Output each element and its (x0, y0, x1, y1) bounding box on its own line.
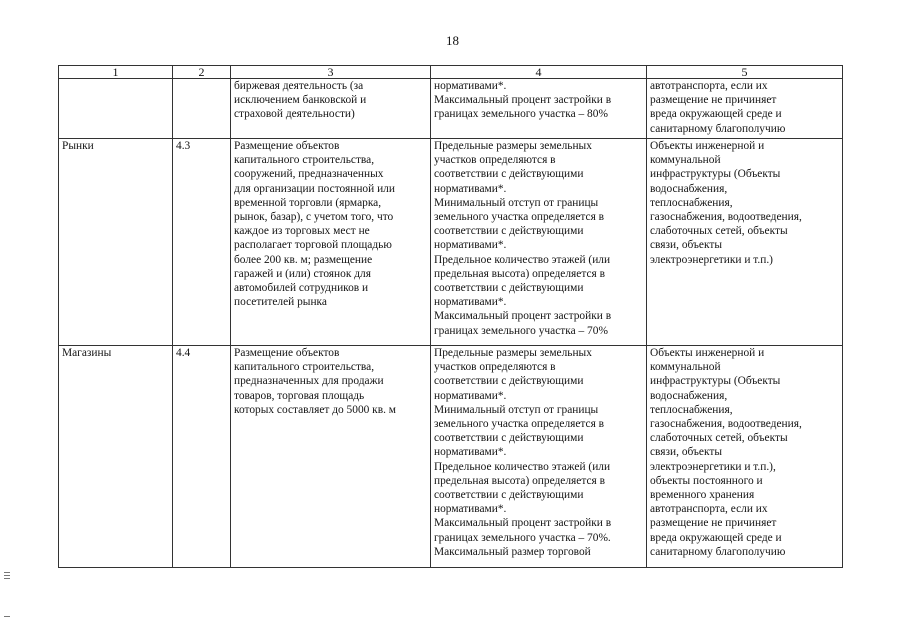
text-line: вреда окружающей среде и (650, 531, 782, 544)
text-line: капитального строительства, (234, 361, 375, 374)
text-line: коммунальной (650, 154, 721, 167)
text-line: Предельное количество этажей (или (434, 460, 611, 473)
use-code-cell: 4.4 (173, 346, 231, 568)
text-line: Максимальный размер торговой (434, 545, 591, 558)
text-line: инфраструктуры (Объекты (650, 375, 781, 388)
text-line: посетителей рынка (234, 296, 327, 309)
text-line: нормативами*. (434, 80, 507, 92)
text-line: для организации постоянной или (234, 182, 395, 195)
continuation-code-cell (173, 79, 231, 139)
scan-edge-mark (4, 578, 10, 579)
text-line: соответствии с действующими (434, 375, 584, 388)
text-line: более 200 кв. м; размещение (234, 253, 373, 266)
text-line: Максимальный процент застройки в (434, 517, 612, 530)
use-auxiliary-cell (647, 346, 843, 568)
use-parameters-cell (431, 346, 647, 568)
use-description-cell (231, 346, 431, 568)
text-line: Максимальный процент застройки в (434, 310, 612, 323)
text-line: каждое из торговых мест не (234, 225, 370, 238)
text-line: Предельное количество этажей (или (434, 253, 611, 266)
header-col-5: 5 (647, 66, 843, 79)
text-line: электроэнергетики и т.п.) (650, 253, 773, 266)
text-line: Размещение объектов (234, 140, 340, 152)
header-col-4: 4 (431, 66, 647, 79)
text-line: нормативами*. (434, 446, 507, 459)
header-col-2: 2 (173, 66, 231, 79)
text-line: товаров, торговая площадь (234, 389, 365, 402)
text-line: нормативами*. (434, 503, 507, 516)
header-col-1: 1 (59, 66, 173, 79)
text-line: связи, объекты (650, 446, 722, 459)
text-line: участков определяются в (434, 154, 556, 167)
scan-edge-mark (4, 572, 10, 573)
header-col-3: 3 (231, 66, 431, 79)
text-line: границах земельного участка – 70%. (434, 531, 611, 544)
text-line: соответствии с действующими (434, 225, 584, 238)
text-line: Объекты инженерной и (650, 347, 765, 359)
land-use-table (58, 65, 843, 568)
text-line: автотранспорта, если их (650, 80, 768, 92)
text-line: участков определяются в (434, 361, 556, 374)
text-line: земельного участка определяется в (434, 418, 605, 431)
text-line: исключением банковской и (234, 94, 367, 107)
text-line: предназначенных для продажи (234, 375, 384, 388)
text-line: соответствии с действующими (434, 432, 584, 445)
text-line: сооружений, предназначенных (234, 168, 384, 181)
text-line: водоснабжения, (650, 389, 728, 402)
text-line: гаражей и (или) стоянок для (234, 267, 371, 280)
text-line: газоснабжения, водоотведения, (650, 418, 802, 431)
table-row (59, 139, 843, 346)
text-line: Размещение объектов (234, 347, 340, 359)
header-row (59, 66, 843, 79)
text-line: санитарному благополучию (650, 545, 786, 558)
use-auxiliary-cell (647, 139, 843, 346)
text-line: Максимальный процент застройки в (434, 94, 612, 107)
text-line: Минимальный отступ от границы (434, 403, 599, 416)
text-line: биржевая деятельность (за (234, 80, 364, 92)
text-line: вреда окружающей среде и (650, 108, 782, 121)
text-line: санитарному благополучию (650, 122, 786, 135)
text-line: Предельные размеры земельных (434, 347, 592, 359)
text-line: теплоснабжения, (650, 403, 733, 416)
text-line: земельного участка определяется в (434, 211, 605, 224)
text-line: слаботочных сетей, объекты (650, 225, 788, 238)
use-parameters-cell (431, 139, 647, 346)
text-line: теплоснабжения, (650, 196, 733, 209)
text-line: газоснабжения, водоотведения, (650, 211, 802, 224)
text-line: страховой деятельности) (234, 108, 355, 121)
text-line: соответствии с действующими (434, 282, 584, 295)
table-row (59, 346, 843, 568)
text-line: временной торговли (ярмарка, (234, 196, 382, 209)
continuation-row (59, 79, 843, 139)
continuation-description-cell (231, 79, 431, 139)
text-line: размещение не причиняет (650, 94, 777, 107)
use-name-cell: Магазины (59, 346, 173, 568)
text-line: нормативами*. (434, 296, 507, 309)
continuation-parameters-cell (431, 79, 647, 139)
text-line: которых составляет до 5000 кв. м (234, 403, 396, 416)
scan-edge-mark (4, 575, 10, 576)
text-line: Предельные размеры земельных (434, 140, 592, 152)
text-line: предельная высота) определяется в (434, 267, 605, 280)
text-line: границах земельного участка – 70% (434, 324, 608, 337)
text-line: соответствии с действующими (434, 168, 584, 181)
text-line: границах земельного участка – 80% (434, 108, 608, 121)
text-line: автотранспорта, если их (650, 503, 768, 516)
scan-edge-mark (4, 616, 10, 617)
text-line: инфраструктуры (Объекты (650, 168, 781, 181)
text-line: водоснабжения, (650, 182, 728, 195)
text-line: Объекты инженерной и (650, 140, 765, 152)
text-line: рынок, базар), с учетом того, что (234, 211, 394, 224)
text-line: предельная высота) определяется в (434, 474, 605, 487)
text-line: нормативами*. (434, 239, 507, 252)
text-line: временного хранения (650, 489, 755, 502)
continuation-name-cell (59, 79, 173, 139)
text-line: коммунальной (650, 361, 721, 374)
use-description-cell (231, 139, 431, 346)
text-line: соответствии с действующими (434, 489, 584, 502)
text-line: размещение не причиняет (650, 517, 777, 530)
text-line: нормативами*. (434, 182, 507, 195)
use-code-cell: 4.3 (173, 139, 231, 346)
continuation-auxiliary-cell (647, 79, 843, 139)
text-line: нормативами*. (434, 389, 507, 402)
text-line: располагает торговой площадью (234, 239, 392, 252)
use-name-cell: Рынки (59, 139, 173, 346)
text-line: объекты постоянного и (650, 474, 763, 487)
text-line: электроэнергетики и т.п.), (650, 460, 776, 473)
page-number: 18 (446, 33, 459, 48)
text-line: автомобилей сотрудников и (234, 282, 369, 295)
text-line: связи, объекты (650, 239, 722, 252)
text-line: Минимальный отступ от границы (434, 196, 599, 209)
text-line: слаботочных сетей, объекты (650, 432, 788, 445)
text-line: капитального строительства, (234, 154, 375, 167)
